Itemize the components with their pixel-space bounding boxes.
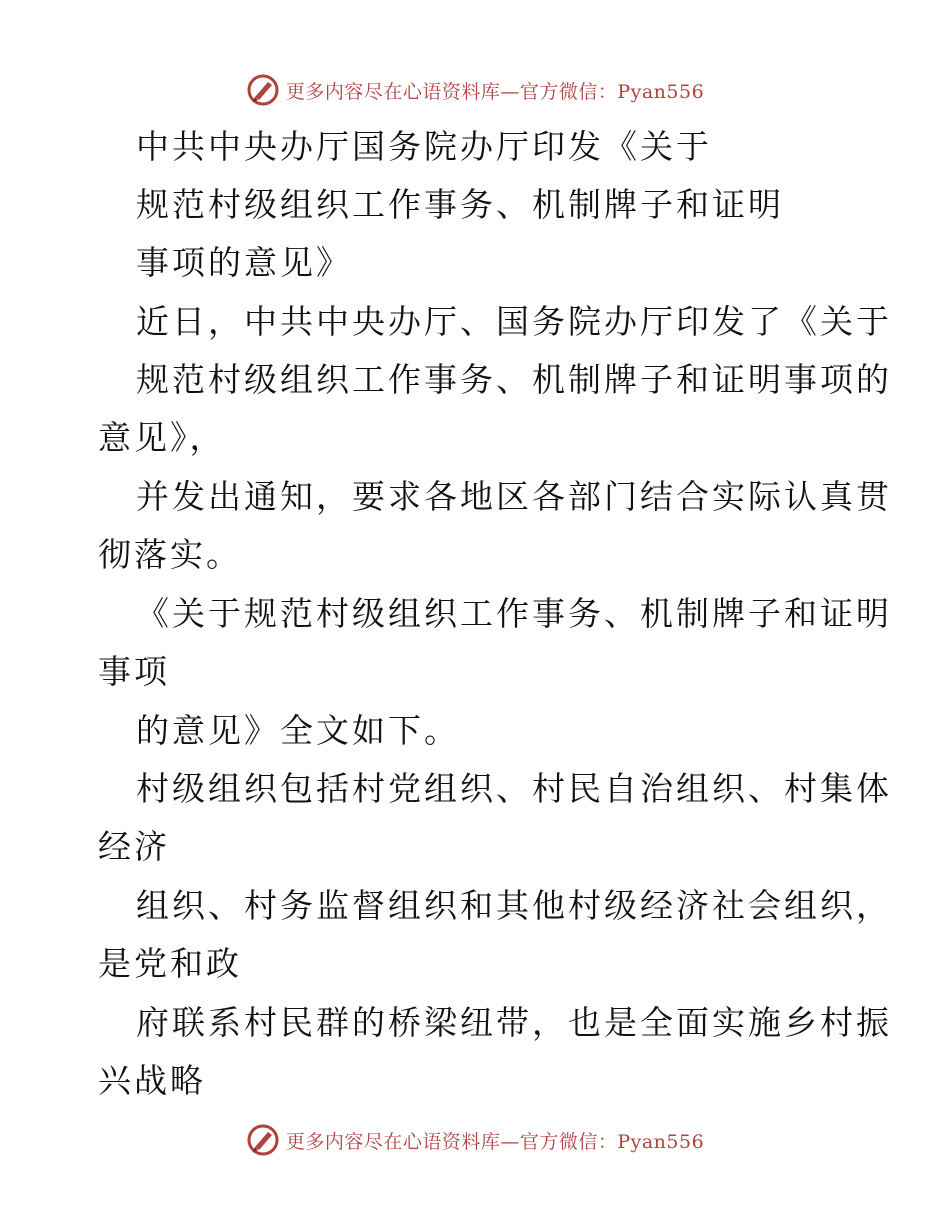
footer-watermark	[0, 1120, 950, 1160]
paragraph-line: 规范村级组织工作事务、机制牌子和证明事项的	[136, 360, 892, 399]
paragraph-line: 府联系村民群的桥梁纽带，也是全面实施乡村振	[136, 1003, 892, 1042]
title-line-3: 事项的意见》	[136, 243, 352, 282]
paragraph-line: 组织、村务监督组织和其他村级经济社会组织，	[136, 886, 892, 925]
watermark-text: 更多内容尽在心语资料库—官方微信：Pyan556	[285, 80, 705, 103]
watermark-text: 更多内容尽在心语资料库—官方微信：Pyan556	[285, 1130, 705, 1153]
title-line-1: 中共中央办厅国务院办厅印发《关于	[136, 127, 712, 166]
paragraph-line: 是党和政	[98, 944, 242, 983]
paragraph-line: 经济	[98, 827, 170, 866]
paragraph-line: 近日，中共中央办厅、国务院办厅印发了《关于	[136, 302, 892, 341]
paragraph-line: 《关于规范村级组织工作事务、机制牌子和证明	[136, 594, 892, 633]
paragraph-line: 意见》，	[98, 418, 226, 457]
pen-logo-icon	[246, 1123, 280, 1157]
paragraph-line: 的意见》全文如下。	[136, 711, 460, 750]
paragraph-line: 村级组织包括村党组织、村民自治组织、村集体	[136, 769, 892, 808]
title-line-2: 规范村级组织工作事务、机制牌子和证明	[136, 185, 784, 224]
watermark-group	[246, 1123, 704, 1157]
paragraph-line: 兴战略	[98, 1061, 206, 1100]
paragraph-line: 并发出通知，要求各地区各部门结合实际认真贯	[136, 477, 892, 516]
paragraph-line: 彻落实。	[98, 535, 242, 574]
paragraph-line: 事项	[98, 652, 170, 691]
